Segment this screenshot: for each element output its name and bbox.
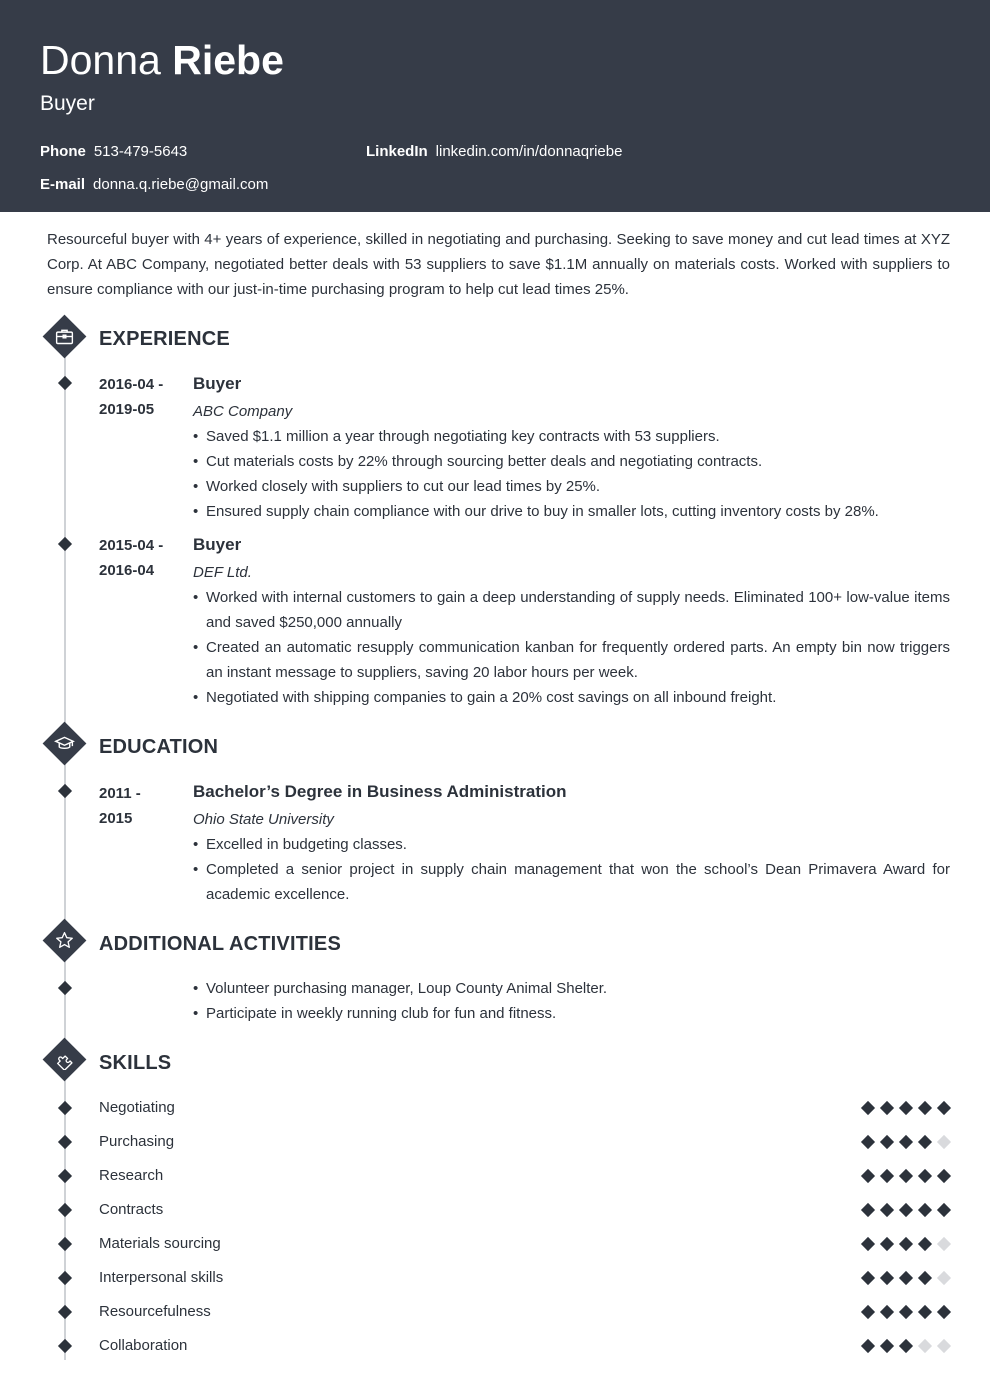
profile-summary: Resourceful buyer with 4+ years of experience, skilled in negotiating and purchasing. Seeking to save money and cut lead times at XYZ Corp. At ABC Company, negotiated better deals with 53 suppliers to save $1.1M annually on materials costs. Worked with suppliers to ensure compliance with our just-in-time purchasing program to help cut lead times 25%. (47, 231, 950, 298)
rating-filled-icon (860, 1101, 874, 1115)
rating-filled-icon (879, 1135, 893, 1149)
timeline-marker (58, 1169, 72, 1183)
list-item: • Cut materials costs by 22% through sourcing better deals and negotiating contracts. (193, 449, 950, 474)
list-item: • Excelled in budgeting classes. (193, 832, 950, 857)
degree-title: Bachelor’s Degree in Business Administration (193, 782, 567, 801)
timeline-marker (58, 376, 72, 390)
skill-name: Interpersonal skills (99, 1269, 224, 1286)
rating-filled-icon (860, 1237, 874, 1251)
skill-name: Purchasing (99, 1133, 175, 1150)
rating-filled-icon (898, 1339, 912, 1353)
rating-filled-icon (879, 1169, 893, 1183)
list-item: • Created an automatic resupply communication kanban for frequently ordered parts. An empty bin now triggers an instant message to suppliers, saving 20 labor hours per week. (193, 635, 950, 685)
job-title: Buyer (193, 535, 242, 554)
skills-heading: SKILLS (99, 1052, 172, 1074)
rating-filled-icon (879, 1339, 893, 1353)
rating-filled-icon (860, 1271, 874, 1285)
star-icon (43, 919, 86, 962)
timeline-marker (58, 1101, 72, 1115)
rating-empty-icon (936, 1271, 950, 1285)
list-item: • Worked closely with suppliers to cut our lead times by 25%. (193, 474, 950, 499)
experience-heading: EXPERIENCE (99, 328, 230, 350)
rating-filled-icon (860, 1339, 874, 1353)
company-name: DEF Ltd. (193, 564, 252, 581)
rating-filled-icon (917, 1169, 931, 1183)
email-link[interactable]: donna.q.riebe@gmail.com (93, 176, 269, 193)
job-title: Buyer (193, 374, 242, 393)
linkedin-link[interactable]: linkedin.com/in/donnaqriebe (435, 143, 623, 160)
skill-rating (858, 1202, 953, 1218)
skill-rating (858, 1236, 953, 1252)
job-bullets (193, 585, 950, 710)
rating-filled-icon (898, 1237, 912, 1251)
rating-filled-icon (860, 1135, 874, 1149)
candidate-name (40, 36, 284, 84)
timeline-marker (58, 1305, 72, 1319)
rating-filled-icon (898, 1135, 912, 1149)
rating-filled-icon (860, 1203, 874, 1217)
rating-filled-icon (936, 1101, 950, 1115)
graduation-cap-icon (43, 722, 86, 765)
rating-filled-icon (879, 1305, 893, 1319)
list-item: • Participate in weekly running club for fun and fitness. (193, 1001, 950, 1026)
rating-filled-icon (917, 1305, 931, 1319)
list-item: • Saved $1.1 million a year through negotiating key contracts with 53 suppliers. (193, 424, 950, 449)
rating-filled-icon (879, 1271, 893, 1285)
list-item: • Completed a senior project in supply chain management that won the school’s Dean Primavera Award for academic excellence. (193, 857, 950, 907)
contact-email (40, 175, 268, 195)
skill-name: Materials sourcing (99, 1235, 221, 1252)
contact-linkedin (366, 142, 622, 162)
activities-heading: ADDITIONAL ACTIVITIES (99, 933, 341, 955)
puzzle-icon (43, 1038, 86, 1081)
contact-phone (40, 142, 187, 162)
timeline-marker (58, 784, 72, 798)
timeline-marker (58, 981, 72, 995)
rating-empty-icon (936, 1135, 950, 1149)
list-item: • Volunteer purchasing manager, Loup County Animal Shelter. (193, 976, 950, 1001)
rating-filled-icon (917, 1135, 931, 1149)
activities-bullets (193, 976, 950, 1026)
experience-date: 2016-04 - 2019-05 (99, 376, 164, 418)
rating-filled-icon (917, 1237, 931, 1251)
rating-filled-icon (898, 1101, 912, 1115)
rating-filled-icon (917, 1203, 931, 1217)
skill-rating (858, 1134, 953, 1150)
rating-filled-icon (898, 1203, 912, 1217)
list-item: • Ensured supply chain compliance with our drive to buy in smaller lots, cutting inventory costs by 28%. (193, 499, 950, 524)
list-item: • Worked with internal customers to gain a deep understanding of supply needs. Eliminated 100+ low-value items and saved $250,000 annually (193, 585, 950, 635)
experience-date: 2015-04 - 2016-04 (99, 537, 164, 579)
skill-name: Resourcefulness (99, 1303, 211, 1320)
skill-rating (858, 1338, 953, 1354)
timeline-marker (58, 1135, 72, 1149)
education-heading: EDUCATION (99, 736, 219, 758)
rating-empty-icon (936, 1237, 950, 1251)
briefcase-icon (43, 315, 86, 358)
company-name: ABC Company (193, 403, 293, 420)
rating-filled-icon (936, 1169, 950, 1183)
rating-filled-icon (860, 1169, 874, 1183)
rating-filled-icon (936, 1305, 950, 1319)
skill-name: Collaboration (99, 1337, 188, 1354)
timeline-marker (58, 1237, 72, 1251)
education-bullets (193, 832, 950, 907)
email-label: E-mail (40, 176, 86, 193)
phone-label: Phone (40, 143, 86, 160)
education-date: 2011 - 2015 (99, 785, 141, 827)
rating-filled-icon (879, 1101, 893, 1115)
last-name: Riebe (172, 37, 284, 83)
rating-empty-icon (917, 1339, 931, 1353)
first-name: Donna (40, 37, 161, 83)
phone-value: 513-479-5643 (93, 143, 188, 160)
job-bullets (193, 424, 950, 524)
rating-filled-icon (898, 1271, 912, 1285)
skill-rating (858, 1100, 953, 1116)
timeline-marker (58, 1339, 72, 1353)
skill-name: Contracts (99, 1201, 164, 1218)
skill-name: Research (99, 1167, 164, 1184)
timeline-marker (58, 1203, 72, 1217)
rating-filled-icon (898, 1305, 912, 1319)
rating-filled-icon (917, 1101, 931, 1115)
rating-filled-icon (860, 1305, 874, 1319)
timeline-marker (58, 537, 72, 551)
rating-filled-icon (879, 1203, 893, 1217)
school-name: Ohio State University (193, 811, 334, 828)
skill-name: Negotiating (99, 1099, 175, 1116)
rating-filled-icon (879, 1237, 893, 1251)
rating-filled-icon (898, 1169, 912, 1183)
skill-rating (858, 1270, 953, 1286)
rating-empty-icon (936, 1339, 950, 1353)
candidate-role: Buyer (40, 92, 95, 115)
skill-rating (858, 1304, 953, 1320)
linkedin-label: LinkedIn (366, 143, 428, 160)
rating-filled-icon (917, 1271, 931, 1285)
resume-header (0, 0, 990, 212)
list-item: • Negotiated with shipping companies to gain a 20% cost savings on all inbound freight. (193, 685, 950, 710)
skill-rating (858, 1168, 953, 1184)
timeline-marker (58, 1271, 72, 1285)
rating-filled-icon (936, 1203, 950, 1217)
